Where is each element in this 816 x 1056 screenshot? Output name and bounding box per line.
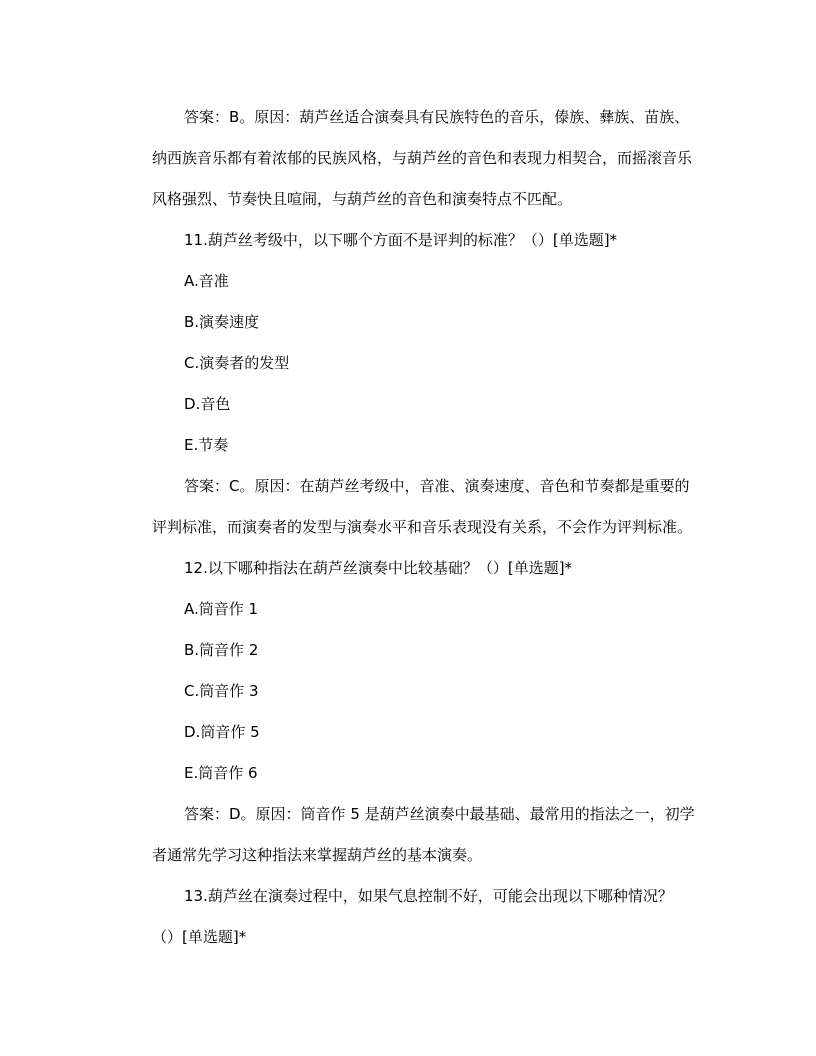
option-a — [120, 261, 698, 302]
option-text: C.演奏者的发型 — [184, 354, 290, 372]
option-e — [120, 425, 698, 466]
option-d — [120, 384, 698, 425]
question-text: 12.以下哪种指法在葫芦丝演奏中比较基础？（）[单选题]* — [184, 559, 573, 577]
option-a — [120, 589, 698, 630]
answer-paragraph — [120, 97, 698, 220]
answer-paragraph — [120, 466, 698, 548]
text-line: 答案：D。原因：筒音作 5 是葫芦丝演奏中最基础、最常用的指法之一，初学 — [184, 805, 695, 823]
question-text: （）[单选题]* — [152, 928, 247, 946]
option-b — [120, 630, 698, 671]
question-text: 13.葫芦丝在演奏过程中，如果气息控制不好，可能会出现以下哪种情况？ — [184, 887, 673, 905]
text-line: 答案：B。原因：葫芦丝适合演奏具有民族特色的音乐，傣族、彝族、苗族、 — [184, 108, 690, 126]
option-text: D.筒音作 5 — [184, 723, 260, 741]
option-c — [120, 671, 698, 712]
option-text: B.筒音作 2 — [184, 641, 259, 659]
option-text: A.音准 — [184, 272, 229, 290]
answer-paragraph — [120, 794, 698, 876]
question-text: 11.葫芦丝考级中，以下哪个方面不是评判的标准？（）[单选题]* — [184, 231, 618, 249]
text-line: 纳西族音乐都有着浓郁的民族风格，与葫芦丝的音色和表现力相契合，而摇滚音乐 — [152, 149, 693, 167]
document-body — [120, 97, 698, 958]
option-text: B.演奏速度 — [184, 313, 260, 331]
option-d — [120, 712, 698, 753]
question-13 — [120, 876, 698, 958]
option-text: C.筒音作 3 — [184, 682, 259, 700]
question-11 — [120, 220, 698, 261]
option-text: D.音色 — [184, 395, 231, 413]
option-text: E.节奏 — [184, 436, 229, 454]
text-line: 评判标准，而演奏者的发型与演奏水平和音乐表现没有关系，不会作为评判标准。 — [152, 518, 693, 536]
option-text: A.筒音作 1 — [184, 600, 259, 618]
text-line: 答案：C。原因：在葫芦丝考级中，音准、演奏速度、音色和节奏都是重要的 — [184, 477, 690, 495]
option-text: E.筒音作 6 — [184, 764, 258, 782]
option-b — [120, 302, 698, 343]
question-12 — [120, 548, 698, 589]
option-c — [120, 343, 698, 384]
text-line: 风格强烈、节奏快且喧闹，与葫芦丝的音色和演奏特点不匹配。 — [152, 190, 573, 208]
text-line: 者通常先学习这种指法来掌握葫芦丝的基本演奏。 — [152, 846, 483, 864]
option-e — [120, 753, 698, 794]
